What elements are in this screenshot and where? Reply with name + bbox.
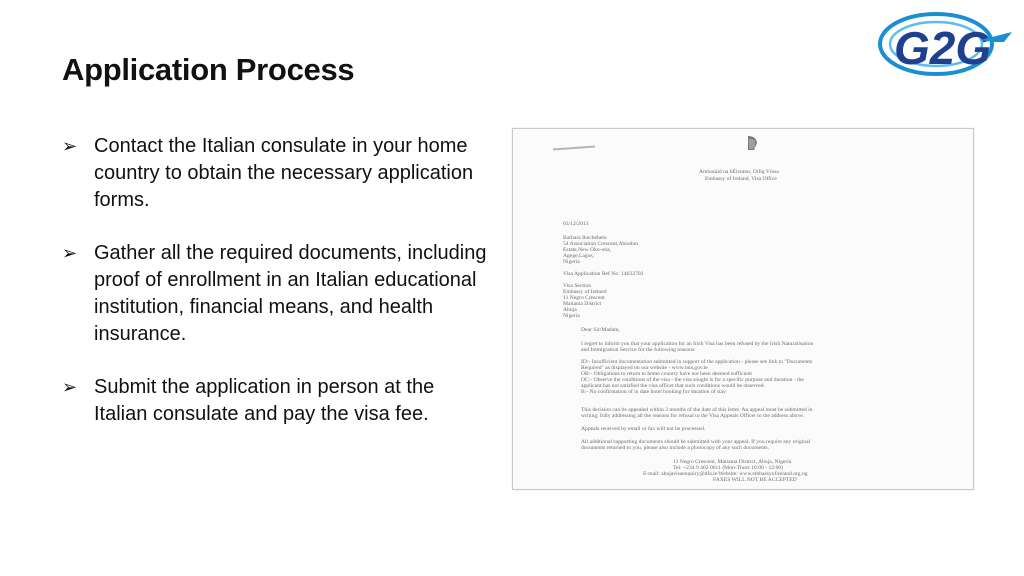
letter-header-line: Ambasáid na hÉireann, Oifig Víosa (699, 169, 779, 175)
salutation: Dear Sir/Madam, (581, 327, 620, 333)
intro-line: and Immigration Service for the following reasons: (581, 347, 696, 353)
pen-mark (553, 146, 595, 151)
bullet-text: Gather all the required documents, including proof of enrollment in an Italian educational institution, financial means, and health insurance. (94, 242, 487, 345)
documents-line: All additional supporting documents should be submitted with your appeal. If you require any original (581, 439, 811, 445)
g2g-logo (876, 6, 1016, 78)
section-line: Abuja (563, 307, 577, 313)
reason-line: OB:- Obligations to return to home country have not been deemed sufficient (581, 371, 752, 377)
bullet-item (60, 133, 490, 214)
arrow-bullet-icon: ➢ (62, 377, 78, 397)
reason-line: applicant has not satisfied the visa officer that such conditions would be observed. (581, 383, 765, 389)
bullet-text: Contact the Italian consulate in your home country to obtain the necessary application forms. (94, 135, 474, 211)
reason-line: Required" as displayed on our website - www.inis.gov.ie (581, 365, 708, 371)
logo-text: G2G (894, 22, 992, 74)
visa-refusal-letter-image (512, 128, 974, 490)
section-line: 11 Negro Crescent (563, 295, 605, 301)
recipient-line: Agege,Lagos, (563, 253, 595, 259)
recipient-line: Barbara Ikechebelu (563, 235, 607, 241)
reference-line: Visa Application Ref No: 14632702 (563, 271, 644, 277)
appeal-line: writing, fully addressing all the reasons for refusal to the Visa Appeals Officer to the address above. (581, 413, 805, 419)
harp-emblem-icon (745, 135, 759, 151)
recipient-line: Estate,New Oko-oba, (563, 247, 611, 253)
section-line: Maitama District (563, 301, 602, 307)
bullet-item (60, 374, 490, 428)
arrow-bullet-icon: ➢ (62, 136, 78, 156)
recipient-line: 54 Association Crescent,Abiodun (563, 241, 639, 247)
letter-header-line: Embassy of Ireland, Visa Office (705, 176, 777, 182)
bullet-text: Submit the application in person at the Italian consulate and pay the visa fee. (94, 376, 435, 425)
appeal-line: This decision can be appealed within 2 months of the date of this letter. An appeal must be submitted in (581, 407, 813, 413)
slide-title: Application Process (62, 52, 355, 87)
section-line: Nigeria (563, 313, 580, 319)
documents-line: documents returned to you, please also include a photocopy of any such documents. (581, 445, 769, 451)
arrow-bullet-icon: ➢ (62, 243, 78, 263)
footer-line: E-mail: abujavisaenquiry@dfa.ie Website: www.embassyofireland.org.ng (643, 471, 808, 477)
appeal-note: Appeals received by email or fax will not be processed. (581, 426, 706, 432)
recipient-line: Nigeria (563, 259, 580, 265)
intro-line: I regret to inform you that your application for an Irish Visa has been refused by the Irish Naturalisation (581, 341, 814, 347)
section-line: Visa Section (563, 283, 592, 289)
reason-line: OC:- Observe the conditions of the visa - the visa sought is for a specific purpose and duration - the (581, 377, 804, 383)
bullet-list (60, 133, 490, 454)
letter-date: 03/12/2013 (563, 221, 589, 227)
section-line: Embassy of Ireland (563, 289, 607, 295)
footer-line: Tel: +234 9 462 0611 (Mon-Thurs 10:00 - 12:00) (673, 465, 784, 471)
footer-line: 11 Negro Crescent, Maitama District, Abuja, Nigeria (673, 459, 792, 465)
reason-line: ID:- Insufficient documentation submitted in support of the application - please see link to "Documents (581, 359, 813, 365)
reason-line: B:- No confirmation of in date hotel booking for duration of stay (581, 389, 726, 395)
bullet-item (60, 240, 490, 348)
footer-line: FAXES WILL NOT BE ACCEPTED (713, 477, 797, 483)
